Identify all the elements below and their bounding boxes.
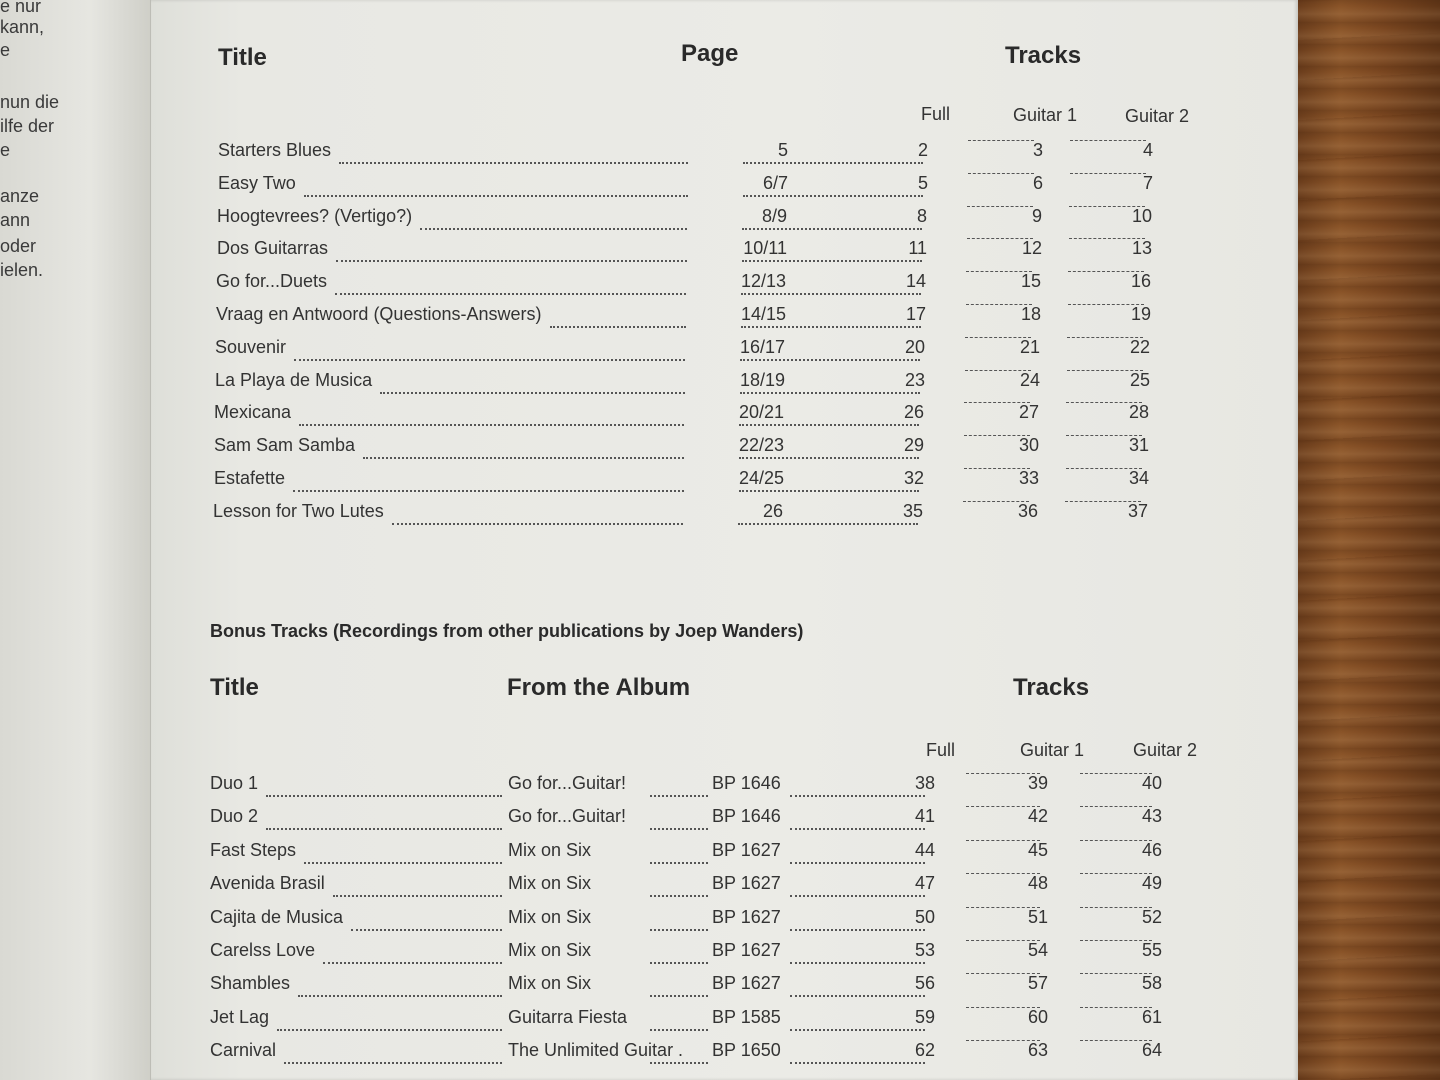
bonus-track-guitar2: 40 <box>1141 773 1162 793</box>
leader-dots <box>740 337 920 361</box>
catalog-code: BP 1627 <box>712 906 781 927</box>
bonus-track-row <box>210 940 1210 966</box>
col-header-full: Full <box>921 104 951 124</box>
bonus-track-title: Carnival <box>210 1040 277 1061</box>
bonus-track-title: Jet Lag <box>210 1006 270 1027</box>
track-guitar1: 18 <box>1020 304 1041 324</box>
leader-dots <box>742 238 922 262</box>
track-full: 11 <box>908 238 927 259</box>
track-title: Mexicana <box>214 402 292 423</box>
track-full: 26 <box>903 402 924 423</box>
bonus-track-full: 53 <box>914 940 935 960</box>
wooden-table-background <box>1298 0 1440 1080</box>
leader-dots <box>790 840 925 864</box>
track-guitar2: 4 <box>1142 140 1153 160</box>
track-guitar1: 27 <box>1018 402 1039 423</box>
bonus-track-guitar2: 43 <box>1141 806 1162 827</box>
page-number: 26 <box>762 500 783 521</box>
bonus-track-title: Fast Steps <box>210 839 297 860</box>
bonus-track-full: 44 <box>914 839 935 860</box>
leader-dots <box>739 435 919 459</box>
track-title: Lesson for Two Lutes <box>213 500 384 521</box>
track-full: 29 <box>903 435 924 456</box>
bonus-col-header-album: From the Album <box>507 674 691 701</box>
leader-dots <box>650 806 708 830</box>
track-row <box>216 304 1196 330</box>
bonus-track-guitar1: 63 <box>1027 1040 1048 1061</box>
track-title: Dos Guitarras <box>217 238 329 259</box>
bonus-track-full: 59 <box>914 1006 935 1027</box>
bonus-track-title: Avenida Brasil <box>210 873 325 894</box>
bonus-track-guitar2: 49 <box>1141 873 1162 894</box>
bonus-track-guitar1: 54 <box>1027 940 1048 960</box>
track-full: 20 <box>904 336 925 357</box>
page-number: 22/23 <box>738 435 784 456</box>
track-guitar1: 33 <box>1018 468 1039 488</box>
album-name: Mix on Six <box>508 940 592 960</box>
leader-dots <box>304 173 688 197</box>
dash-separator <box>1070 173 1146 174</box>
leader-dots <box>650 773 708 797</box>
track-row <box>217 238 1197 264</box>
bonus-col-header-guitar1: Guitar 1 <box>1020 740 1085 760</box>
leader-dots <box>420 206 687 230</box>
page-number: 18/19 <box>739 369 785 390</box>
left-page-text-line: ann <box>0 210 31 230</box>
bonus-track-guitar1: 51 <box>1027 906 1048 927</box>
bonus-track-title: Cajita de Musica <box>210 906 344 927</box>
track-title: Hoogtevrees? (Vertigo?) <box>217 205 413 226</box>
bonus-track-guitar1: 57 <box>1027 973 1048 994</box>
leader-dots <box>650 1040 708 1064</box>
track-row <box>214 402 1194 428</box>
bonus-track-guitar2: 58 <box>1141 973 1162 994</box>
page-number: 5 <box>777 140 788 160</box>
dash-separator <box>967 206 1033 207</box>
left-page-text-line: nun die <box>0 92 60 112</box>
bonus-track-guitar2: 52 <box>1141 906 1162 927</box>
leader-dots <box>266 806 502 830</box>
catalog-code: BP 1627 <box>712 839 781 860</box>
track-guitar1: 12 <box>1021 238 1042 259</box>
track-guitar2: 7 <box>1142 172 1153 193</box>
left-page-text-line: anze <box>0 186 40 206</box>
leader-dots <box>333 873 502 897</box>
leader-dots <box>741 304 921 328</box>
leader-dots <box>741 271 921 295</box>
bonus-track-row <box>210 873 1210 899</box>
leader-dots <box>293 468 684 492</box>
bonus-track-row <box>210 840 1210 866</box>
album-name: Mix on Six <box>508 873 592 894</box>
catalog-code: BP 1650 <box>712 1040 781 1061</box>
bonus-track-guitar1: 45 <box>1027 839 1048 860</box>
track-full: 23 <box>904 369 925 390</box>
track-guitar1: 36 <box>1017 500 1038 521</box>
bonus-track-title: Carelss Love <box>210 940 316 960</box>
catalog-code: BP 1627 <box>712 873 781 894</box>
bonus-col-header-full: Full <box>926 740 956 760</box>
left-page-text-line: e <box>0 140 11 160</box>
track-full: 5 <box>917 172 928 193</box>
bonus-track-guitar2: 61 <box>1141 1006 1162 1027</box>
album-name: Mix on Six <box>508 839 592 860</box>
track-title: Starters Blues <box>218 140 332 160</box>
leader-dots <box>392 501 683 525</box>
bonus-track-title: Duo 2 <box>210 806 259 827</box>
track-guitar1: 21 <box>1019 336 1040 357</box>
leader-dots <box>294 337 685 361</box>
track-guitar2: 22 <box>1129 336 1150 357</box>
catalog-code: BP 1585 <box>712 1006 781 1027</box>
track-guitar2: 34 <box>1128 468 1149 488</box>
page-number: 8/9 <box>761 205 787 226</box>
dash-separator <box>968 173 1034 174</box>
track-guitar2: 16 <box>1130 271 1151 292</box>
col-header-guitar2: Guitar 2 <box>1125 106 1190 126</box>
track-guitar2: 31 <box>1128 435 1149 456</box>
dash-separator <box>968 140 1034 141</box>
bonus-col-header-title: Title <box>210 674 259 701</box>
leader-dots <box>738 501 918 525</box>
bonus-track-row <box>210 806 1210 832</box>
leader-dots <box>790 806 925 830</box>
leader-dots <box>790 973 925 997</box>
track-full: 32 <box>903 468 924 488</box>
col-header-guitar1: Guitar 1 <box>1013 105 1078 125</box>
leader-dots <box>277 1007 502 1031</box>
track-row <box>213 501 1193 527</box>
left-page-text-line: ilfe der <box>0 116 55 136</box>
leader-dots <box>739 402 919 426</box>
left-page-text-line: kann, <box>0 17 45 37</box>
leader-dots <box>650 940 708 964</box>
track-full: 14 <box>905 271 926 292</box>
track-row <box>217 206 1197 232</box>
leader-dots <box>790 940 925 964</box>
left-page-text-line: oder <box>0 236 37 256</box>
track-guitar2: 28 <box>1128 402 1149 423</box>
track-title: Sam Sam Samba <box>214 435 356 456</box>
leader-dots <box>790 773 925 797</box>
leader-dots <box>650 840 708 864</box>
leader-dots <box>299 402 684 426</box>
album-name: Mix on Six <box>508 973 592 994</box>
leader-dots <box>790 1007 925 1031</box>
track-title: Go for...Duets <box>216 271 328 292</box>
bonus-track-guitar1: 48 <box>1027 873 1048 894</box>
track-row <box>214 468 1194 494</box>
track-full: 8 <box>916 205 927 226</box>
leader-dots <box>351 907 502 931</box>
page-number: 20/21 <box>738 402 784 423</box>
track-full: 17 <box>905 304 926 324</box>
col-header-title: Title <box>218 44 267 71</box>
leader-dots <box>323 940 502 964</box>
leader-dots <box>743 140 923 164</box>
track-guitar1: 15 <box>1020 271 1041 292</box>
leader-dots <box>742 206 922 230</box>
track-full: 2 <box>917 140 928 160</box>
col-header-page: Page <box>681 40 739 67</box>
track-row <box>218 140 1198 166</box>
bonus-track-full: 41 <box>914 806 935 827</box>
leader-dots <box>743 173 923 197</box>
leader-dots <box>650 873 708 897</box>
track-title: Souvenir <box>215 336 287 357</box>
leader-dots <box>380 370 685 394</box>
track-guitar1: 9 <box>1031 205 1042 226</box>
track-guitar2: 19 <box>1130 304 1151 324</box>
album-name: Go for...Guitar! <box>508 773 627 793</box>
catalog-code: BP 1627 <box>712 940 781 960</box>
bonus-track-full: 47 <box>914 873 935 894</box>
bonus-track-full: 62 <box>914 1040 935 1061</box>
track-guitar2: 13 <box>1131 238 1152 259</box>
track-guitar1: 24 <box>1019 369 1040 390</box>
album-name: The Unlimited Guitar . <box>508 1040 684 1061</box>
track-guitar1: 6 <box>1032 172 1043 193</box>
leader-dots <box>790 873 925 897</box>
leader-dots <box>740 370 920 394</box>
bonus-track-full: 38 <box>914 773 935 793</box>
leader-dots <box>339 140 688 164</box>
bonus-col-header-guitar2: Guitar 2 <box>1133 740 1198 760</box>
track-title: Vraag en Antwoord (Questions-Answers) <box>216 304 542 324</box>
page-number: 10/11 <box>743 238 787 259</box>
leader-dots <box>650 1007 708 1031</box>
col-header-tracks: Tracks <box>1005 42 1082 69</box>
track-title: Estafette <box>214 468 286 488</box>
bonus-track-full: 50 <box>914 906 935 927</box>
leader-dots <box>304 840 502 864</box>
track-row <box>215 337 1195 363</box>
left-page-text-line: ielen. <box>0 260 44 280</box>
bonus-track-row <box>210 1040 1210 1066</box>
page-number: 16/17 <box>739 336 785 357</box>
left-page <box>0 0 151 1080</box>
dash-separator <box>1070 140 1146 141</box>
leader-dots <box>336 238 687 262</box>
album-name: Mix on Six <box>508 906 592 927</box>
album-name: Guitarra Fiesta <box>508 1006 628 1027</box>
track-row <box>218 173 1198 199</box>
left-page-text-line: e <box>0 40 11 60</box>
bonus-track-guitar1: 60 <box>1027 1006 1048 1027</box>
page-number: 12/13 <box>740 271 786 292</box>
left-page-text-line: e nur <box>0 0 42 16</box>
bonus-track-guitar2: 64 <box>1141 1040 1162 1061</box>
bonus-track-guitar1: 42 <box>1027 806 1048 827</box>
bonus-track-title: Shambles <box>210 973 291 994</box>
bonus-track-row <box>210 907 1210 933</box>
bonus-track-row <box>210 973 1210 999</box>
track-guitar2: 37 <box>1127 500 1148 521</box>
track-guitar2: 10 <box>1131 205 1152 226</box>
leader-dots <box>298 973 502 997</box>
catalog-code: BP 1646 <box>712 773 781 793</box>
bonus-col-header-tracks: Tracks <box>1013 674 1090 701</box>
leader-dots <box>284 1040 502 1064</box>
leader-dots <box>650 973 708 997</box>
bonus-tracks-heading: Bonus Tracks (Recordings from other publications by Joep Wanders) <box>210 621 804 641</box>
track-title: Easy Two <box>218 172 296 193</box>
page-number: 24/25 <box>738 468 784 488</box>
leader-dots <box>550 304 686 328</box>
track-guitar2: 25 <box>1129 369 1150 390</box>
bonus-track-row <box>210 773 1210 799</box>
leader-dots <box>363 435 684 459</box>
leader-dots <box>739 468 919 492</box>
bonus-track-guitar1: 39 <box>1027 773 1048 793</box>
track-guitar1: 3 <box>1032 140 1043 160</box>
page-number: 6/7 <box>762 172 788 193</box>
track-guitar1: 30 <box>1018 435 1039 456</box>
bonus-track-row <box>210 1007 1210 1033</box>
track-title: La Playa de Musica <box>215 369 373 390</box>
catalog-code: BP 1646 <box>712 806 781 827</box>
page-number: 14/15 <box>740 304 786 324</box>
track-full: 35 <box>902 500 923 521</box>
leader-dots <box>790 1040 925 1064</box>
catalog-code: BP 1627 <box>712 973 781 994</box>
leader-dots <box>790 907 925 931</box>
album-name: Go for...Guitar! <box>508 806 627 827</box>
track-row <box>214 435 1194 461</box>
bonus-track-guitar2: 55 <box>1141 940 1162 960</box>
leader-dots <box>335 271 686 295</box>
track-row <box>215 370 1195 396</box>
leader-dots <box>650 907 708 931</box>
track-row <box>216 271 1196 297</box>
bonus-track-guitar2: 46 <box>1141 839 1162 860</box>
bonus-track-title: Duo 1 <box>210 773 259 793</box>
main-page <box>151 0 1298 1080</box>
bonus-track-full: 56 <box>914 973 935 994</box>
leader-dots <box>266 773 502 797</box>
